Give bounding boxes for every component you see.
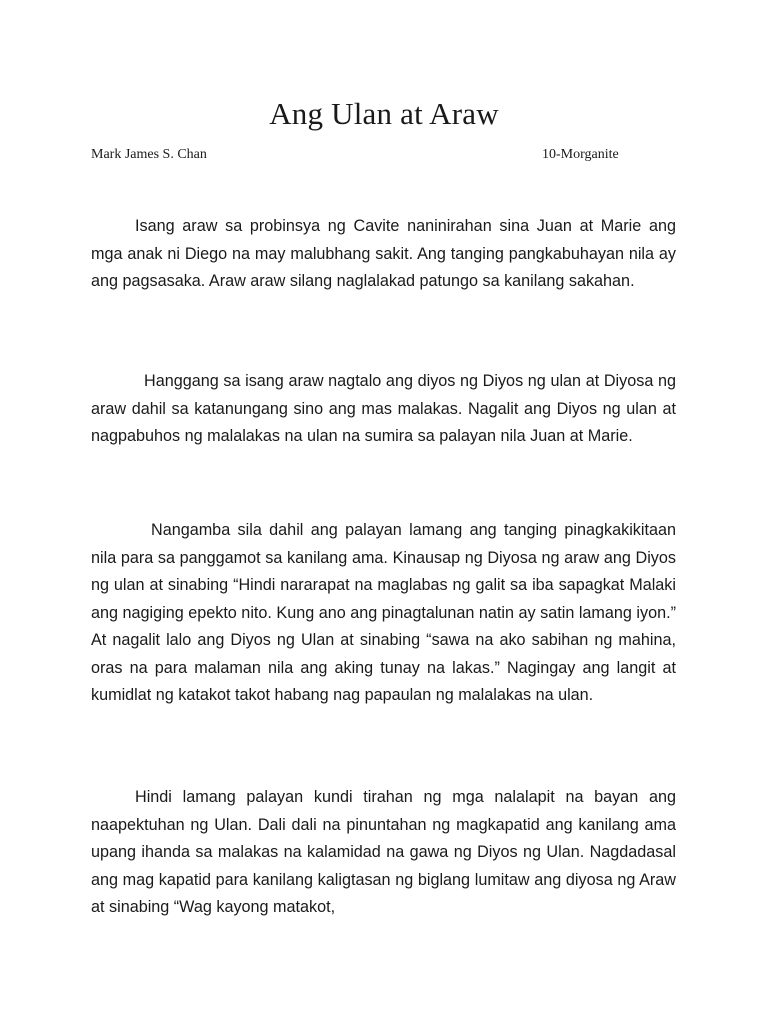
document-title: Ang Ulan at Araw [269,96,499,131]
paragraph-1: Isang araw sa probinsya ng Cavite naninirahan sina Juan at Marie ang mga anak ni Diego na may malubhang sakit. Ang tanging pangkabuhayan nila ay ang pagsasaka. Araw araw silang naglalakad patungo sa kanilang sakahan. [91,217,676,290]
section-name: 10-Morganite [542,147,619,162]
paragraph-3: Nangamba sila dahil ang palayan lamang ang tanging pinagkakikitaan nila para sa panggamot sa kanilang ama. Kinausap ng Diyosa ng araw ang Diyos ng ulan at sinabing “Hindi nararapat na maglabas ng galit sa iba sapagkat Malaki ang nagiging epekto nito. Kung ano ang pinagtalunan natin ay satin lamang iyon.” At nagalit lalo ang Diyos ng Ulan at sinabing “sawa na ako sabihan ng mahina, oras na para malaman nila ang aking tunay na lakas.” Nagingay ang langit at kumidlat ng katakot takot habang nag papaulan ng malalakas na ulan. [91,521,676,704]
paragraph-4: Hindi lamang palayan kundi tirahan ng mga nalalapit na bayan ang naapektuhan ng Ulan. Dali dali na pinuntahan ng magkapatid ang kanilang ama upang ihanda sa malakas na kalamidad na gawa ng Diyos ng Ulan. Nagdadasal ang mag kapatid para kanilang kaligtasan ng biglang lumitaw ang diyosa ng Araw at sinabing “Wag kayong matakot, [91,788,676,916]
author-name: Mark James S. Chan [91,147,207,162]
paragraph-2: Hanggang sa isang araw nagtalo ang diyos ng Diyos ng ulan at Diyosa ng araw dahil sa katanungang sino ang mas malakas. Nagalit ang Diyos ng ulan at nagpabuhos ng malalakas na ulan na sumira sa palayan nila Juan at Marie. [91,372,676,445]
